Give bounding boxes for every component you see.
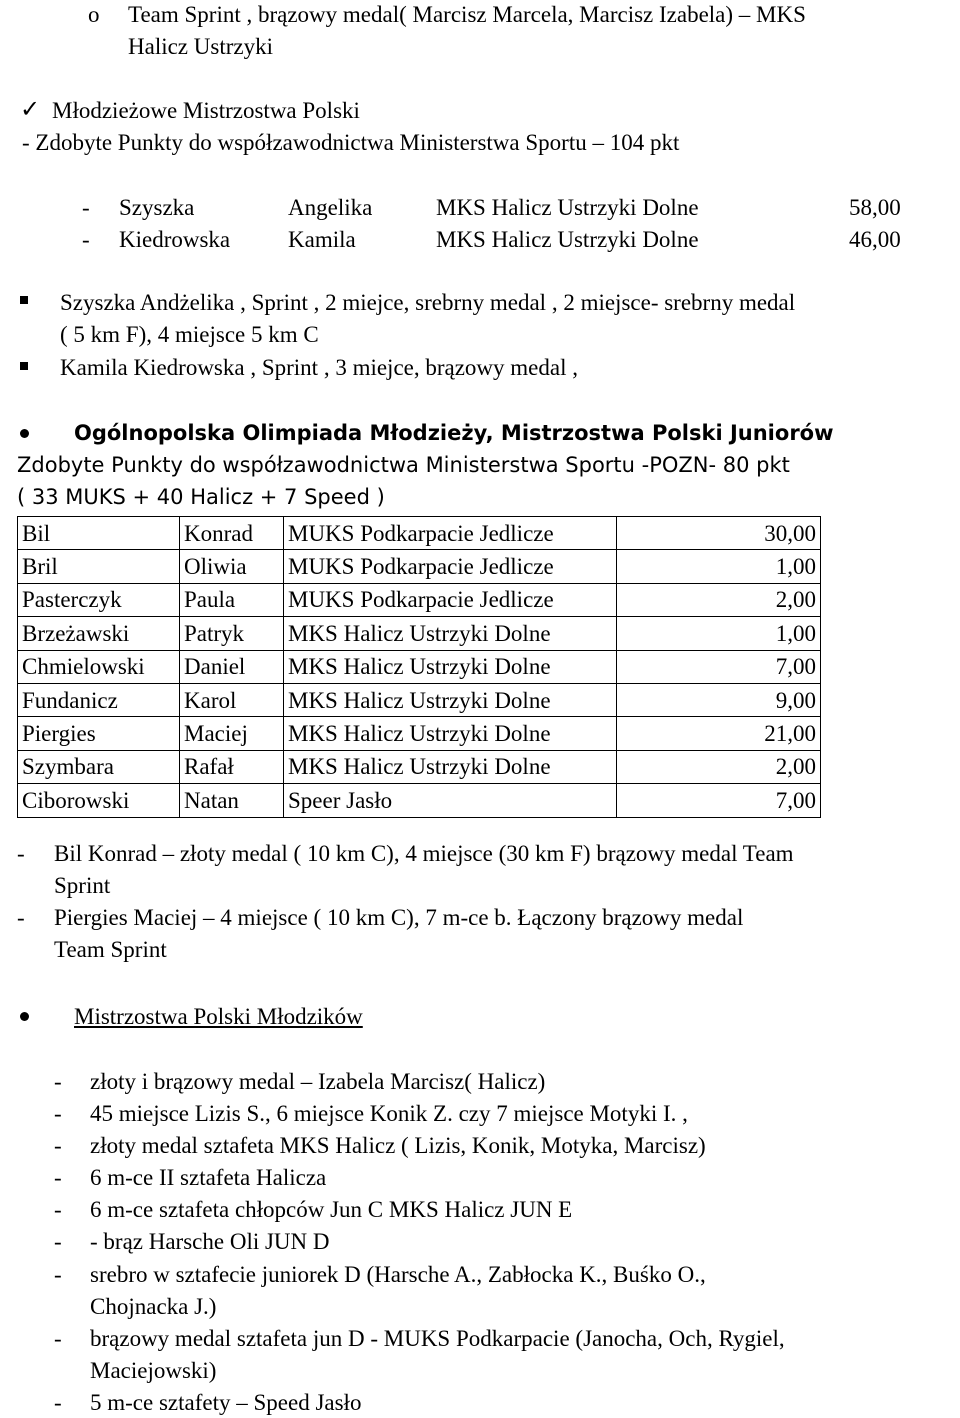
athlete-name: Kamila (288, 227, 356, 252)
item-line-cont: Maciejowski) (90, 1358, 217, 1383)
bullet-line: Kamila Kiedrowska , Sprint , 3 miejce, brązowy medal , (60, 355, 578, 380)
cell-surname: Brzeżawski (18, 617, 180, 650)
item-dash: - (54, 1229, 62, 1254)
item-line: złoty i brązowy medal – Izabela Marcisz( Halicz) (90, 1069, 546, 1094)
olimpiada-points-line: Zdobyte Punkty do współzawodnictwa Ministerstwa Sportu -POZN- 80 pkt (17, 453, 790, 477)
olimpiada-title: Ogólnopolska Olimpiada Młodzieży, Mistrzostwa Polski Juniorów (74, 421, 834, 445)
cell-points: 1,00 (617, 550, 821, 583)
cell-points: 7,00 (617, 650, 821, 683)
round-bullet-icon (20, 429, 29, 438)
cell-name: Oliwia (180, 550, 284, 583)
item-dash: - (54, 1197, 62, 1222)
cell-name: Karol (180, 683, 284, 716)
mlodzicy-title: Mistrzostwa Polski Młodzików (74, 1004, 363, 1029)
item-line: złoty medal sztafeta MKS Halicz ( Lizis, Konik, Motyka, Marcisz) (90, 1133, 706, 1158)
cell-points: 2,00 (617, 583, 821, 616)
row-dash: - (82, 195, 90, 220)
cell-name: Konrad (180, 517, 284, 550)
table-row (18, 517, 821, 550)
item-line: srebro w sztafecie juniorek D (Harsche A., Zabłocka K., Buśko O., (90, 1262, 706, 1287)
cell-surname: Piergies (18, 717, 180, 750)
athlete-club: MKS Halicz Ustrzyki Dolne (436, 195, 699, 220)
table-row (18, 617, 821, 650)
cell-name: Maciej (180, 717, 284, 750)
team-sprint-line-1: Team Sprint , brązowy medal( Marcisz Marcela, Marcisz Izabela) – MKS (128, 2, 806, 27)
row-dash: - (82, 227, 90, 252)
round-bullet-icon (20, 1012, 29, 1021)
item-line: - brąz Harsche Oli JUN D (90, 1229, 330, 1254)
table-row (18, 550, 821, 583)
item-line: brązowy medal sztafeta jun D - MUKS Podkarpacie (Janocha, Och, Rygiel, (90, 1326, 785, 1351)
cell-surname: Bil (18, 517, 180, 550)
cell-name: Rafał (180, 750, 284, 783)
note-dash: - (17, 841, 25, 866)
item-line: 45 miejsce Lizis S., 6 miejsce Konik Z. czy 7 miejsce Motyki I. , (90, 1101, 688, 1126)
mlodziezowe-title: Młodzieżowe Mistrzostwa Polski (52, 98, 360, 123)
athlete-surname: Kiedrowska (119, 227, 231, 252)
item-dash: - (54, 1101, 62, 1126)
cell-club: MKS Halicz Ustrzyki Dolne (284, 683, 617, 716)
note-dash: - (17, 905, 25, 930)
cell-points: 1,00 (617, 617, 821, 650)
item-dash: - (54, 1133, 62, 1158)
item-dash: - (54, 1262, 62, 1287)
table-row (18, 750, 821, 783)
cell-club: MKS Halicz Ustrzyki Dolne (284, 717, 617, 750)
cell-club: MUKS Podkarpacie Jedlicze (284, 517, 617, 550)
cell-surname: Szymbara (18, 750, 180, 783)
athlete-name: Angelika (288, 195, 373, 220)
note-line-cont: Team Sprint (54, 937, 167, 962)
athlete-club: MKS Halicz Ustrzyki Dolne (436, 227, 699, 252)
square-bullet-icon (20, 362, 28, 370)
bullet-line-cont: ( 5 km F), 4 miejsce 5 km C (60, 322, 319, 347)
table-row (18, 717, 821, 750)
table-row (18, 583, 821, 616)
team-sprint-line-2: Halicz Ustrzyki (128, 34, 273, 59)
athlete-points: 58,00 (849, 195, 901, 220)
item-line: 6 m-ce II sztafeta Halicza (90, 1165, 327, 1190)
note-line-cont: Sprint (54, 873, 111, 898)
item-line: 5 m-ce sztafety – Speed Jasło (90, 1390, 362, 1415)
cell-points: 30,00 (617, 517, 821, 550)
note-line: Piergies Maciej – 4 miejsce ( 10 km C), 7 m-ce b. Łączony brązowy medal (54, 905, 744, 930)
cell-name: Patryk (180, 617, 284, 650)
cell-club: MUKS Podkarpacie Jedlicze (284, 583, 617, 616)
athlete-surname: Szyszka (119, 195, 195, 220)
item-line: 6 m-ce sztafeta chłopców Jun C MKS Halicz JUN E (90, 1197, 573, 1222)
item-dash: - (54, 1069, 62, 1094)
cell-name: Natan (180, 784, 284, 817)
table-row (18, 683, 821, 716)
cell-points: 21,00 (617, 717, 821, 750)
cell-club: MKS Halicz Ustrzyki Dolne (284, 750, 617, 783)
cell-surname: Fundanicz (18, 683, 180, 716)
note-line: Bil Konrad – złoty medal ( 10 km C), 4 miejsce (30 km F) brązowy medal Team (54, 841, 794, 866)
cell-name: Paula (180, 583, 284, 616)
cell-points: 2,00 (617, 750, 821, 783)
item-dash: - (54, 1390, 62, 1415)
cell-points: 7,00 (617, 784, 821, 817)
check-icon: ✓ (20, 97, 41, 123)
cell-points: 9,00 (617, 683, 821, 716)
item-line-cont: Chojnacka J.) (90, 1294, 217, 1319)
table-row (18, 650, 821, 683)
cell-surname: Pasterczyk (18, 583, 180, 616)
table-row (18, 784, 821, 817)
mlodziezowe-points-line: - Zdobyte Punkty do współzawodnictwa Ministerstwa Sportu – 104 pkt (22, 130, 680, 155)
athlete-points: 46,00 (849, 227, 901, 252)
bullet-line: Szyszka Andżelika , Sprint , 2 miejce, srebrny medal , 2 miejsce- srebrny medal (60, 290, 796, 315)
item-dash: - (54, 1165, 62, 1190)
cell-club: MUKS Podkarpacie Jedlicze (284, 550, 617, 583)
square-bullet-icon (20, 296, 28, 304)
item-dash: - (54, 1326, 62, 1351)
olimpiada-breakdown: ( 33 MUKS + 40 Halicz + 7 Speed ) (17, 485, 385, 509)
cell-surname: Bril (18, 550, 180, 583)
cell-surname: Chmielowski (18, 650, 180, 683)
results-table (17, 516, 821, 818)
cell-club: MKS Halicz Ustrzyki Dolne (284, 650, 617, 683)
cell-club: MKS Halicz Ustrzyki Dolne (284, 617, 617, 650)
cell-club: Speer Jasło (284, 784, 617, 817)
cell-surname: Ciborowski (18, 784, 180, 817)
cell-name: Daniel (180, 650, 284, 683)
list-marker-o: o (88, 2, 100, 27)
